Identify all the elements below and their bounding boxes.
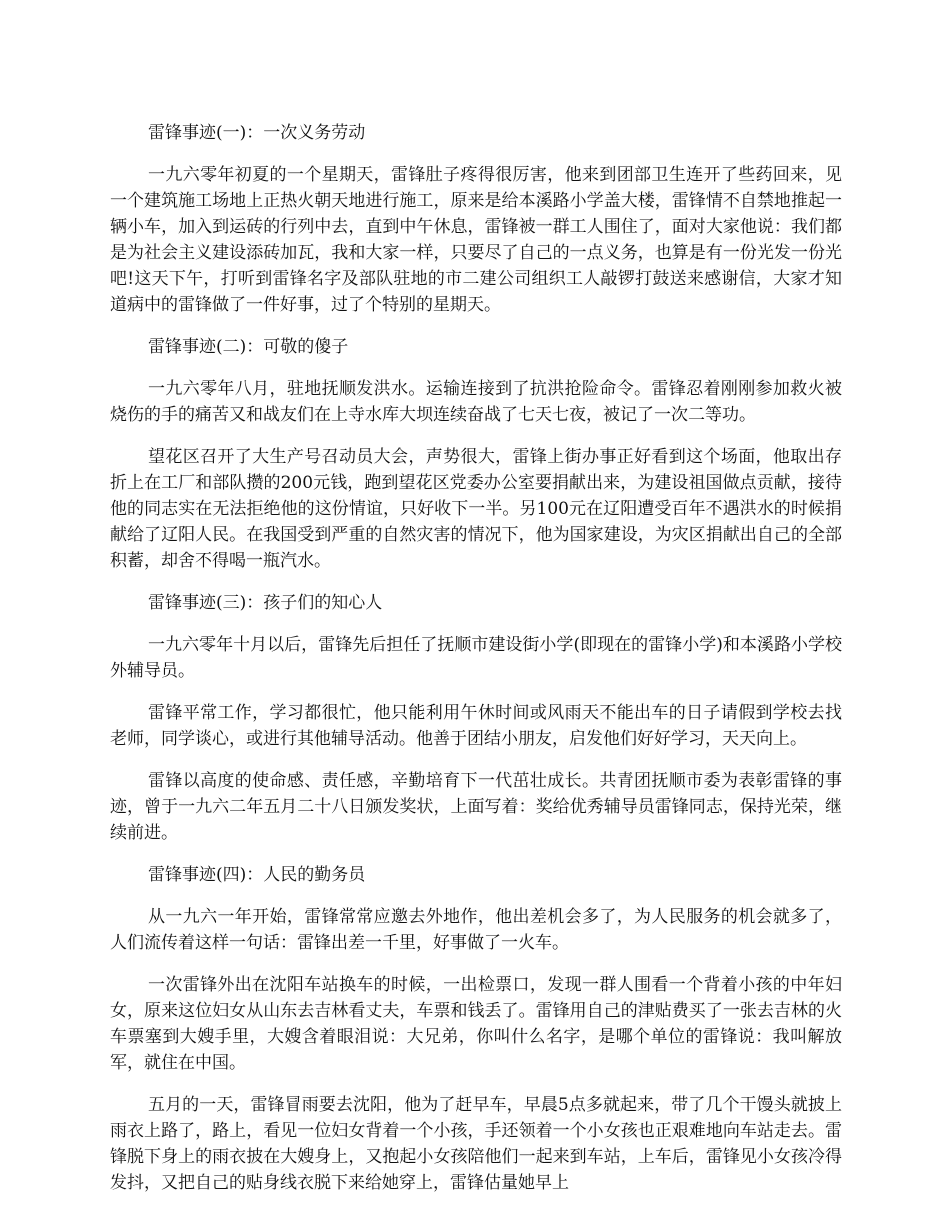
section-heading: 雷锋事迹(四)：人民的勤务员 [148,865,366,885]
section-4 [110,862,842,1196]
paragraph: 雷锋以高度的使命感、责任感，辛勤培育下一代茁壮成长。共青团抚顺市委为表彰雷锋的事迹，曾于一九六二年五月二十八日颁发奖状，上面写着：奖给优秀辅导员雷锋同志，保持光荣，继续前进。 [110,771,842,843]
paragraph: 五月的一天，雷锋冒雨要去沈阳，他为了赶早车，早晨5点多就起来，带了几个干馒头就披上雨衣上路了，路上，看见一位妇女背着一个小孩，手还领着一个小女孩也正艰难地向车站走去。雷锋脱下身上的雨衣披在大嫂身上，又抱起小女孩陪他们一起来到车站，上车后，雷锋见小女孩冷得发抖，又把自己的贴身线衣脱下来给她穿上，雷锋估量她早上 [110,1095,842,1193]
paragraph: 雷锋平常工作，学习都很忙，他只能利用午休时间或风雨天不能出车的日子请假到学校去找老师，同学谈心，或进行其他辅导活动。他善于团结小朋友，启发他们好好学习，天天向上。 [110,703,842,749]
section-heading: 雷锋事迹(三)：孩子们的知心人 [148,593,383,613]
section-3 [110,590,842,846]
section-heading: 雷锋事迹(二)：可敬的傻子 [148,337,349,357]
paragraph: 一九六零年初夏的一个星期天，雷锋肚子疼得很厉害，他来到团部卫生连开了些药回来，见一个建筑施工场地上正热火朝天地进行施工，原来是给本溪路小学盖大楼，雷锋情不自禁地推起一辆小车，加入到运砖的行列中去，直到中午休息，雷锋被一群工人围住了，面对大家他说：我们都是为社会主义建设添砖加瓦，我和大家一样，只要尽了自己的一点义务，也算是有一份光发一份光吧!这天下午，打听到雷锋名字及部队驻地的市二建公司组织工人敲锣打鼓送来感谢信，大家才知道病中的雷锋做了一件好事，过了个特别的星期天。 [110,165,842,315]
section-1 [110,120,842,318]
paragraph: 一九六零年十月以后，雷锋先后担任了抚顺市建设街小学(即现在的雷锋小学)和本溪路小学校外辅导员。 [110,635,842,681]
paragraph: 望花区召开了大生产号召动员大会，声势很大，雷锋上街办事正好看到这个场面，他取出存折上在工厂和部队攒的200元钱，跑到望花区党委办公室要捐献出来，为建设祖国做点贡献，接待他的同志实在无法拒绝他的这份情谊，只好收下一半。另100元在辽阳遭受百年不遇洪水的时候捐献给了辽阳人民。在我国受到严重的自然灾害的情况下，他为国家建设，为灾区捐献出自己的全部积蓄，却舍不得喝一瓶汽水。 [110,447,842,571]
section-heading: 雷锋事迹(一)：一次义务劳动 [148,123,366,143]
paragraph: 从一九六一年开始，雷锋常常应邀去外地作，他出差机会多了，为人民服务的机会就多了，人们流传着这样一句话：雷锋出差一千里，好事做了一火车。 [110,907,842,953]
paragraph: 一九六零年八月，驻地抚顺发洪水。运输连接到了抗洪抢险命令。雷锋忍着刚刚参加救火被烧伤的手的痛苦又和战友们在上寺水库大坝连续奋战了七天七夜，被记了一次二等功。 [110,379,842,425]
paragraph: 一次雷锋外出在沈阳车站换车的时候，一出检票口，发现一群人围看一个背着小孩的中年妇女，原来这位妇女从山东去吉林看丈夫，车票和钱丢了。雷锋用自己的津贴费买了一张去吉林的火车票塞到大嫂手里，大嫂含着眼泪说：大兄弟，你叫什么名字，是哪个单位的雷锋说：我叫解放军，就住在中国。 [110,975,842,1073]
section-2 [110,334,842,574]
document-page [110,120,842,1212]
